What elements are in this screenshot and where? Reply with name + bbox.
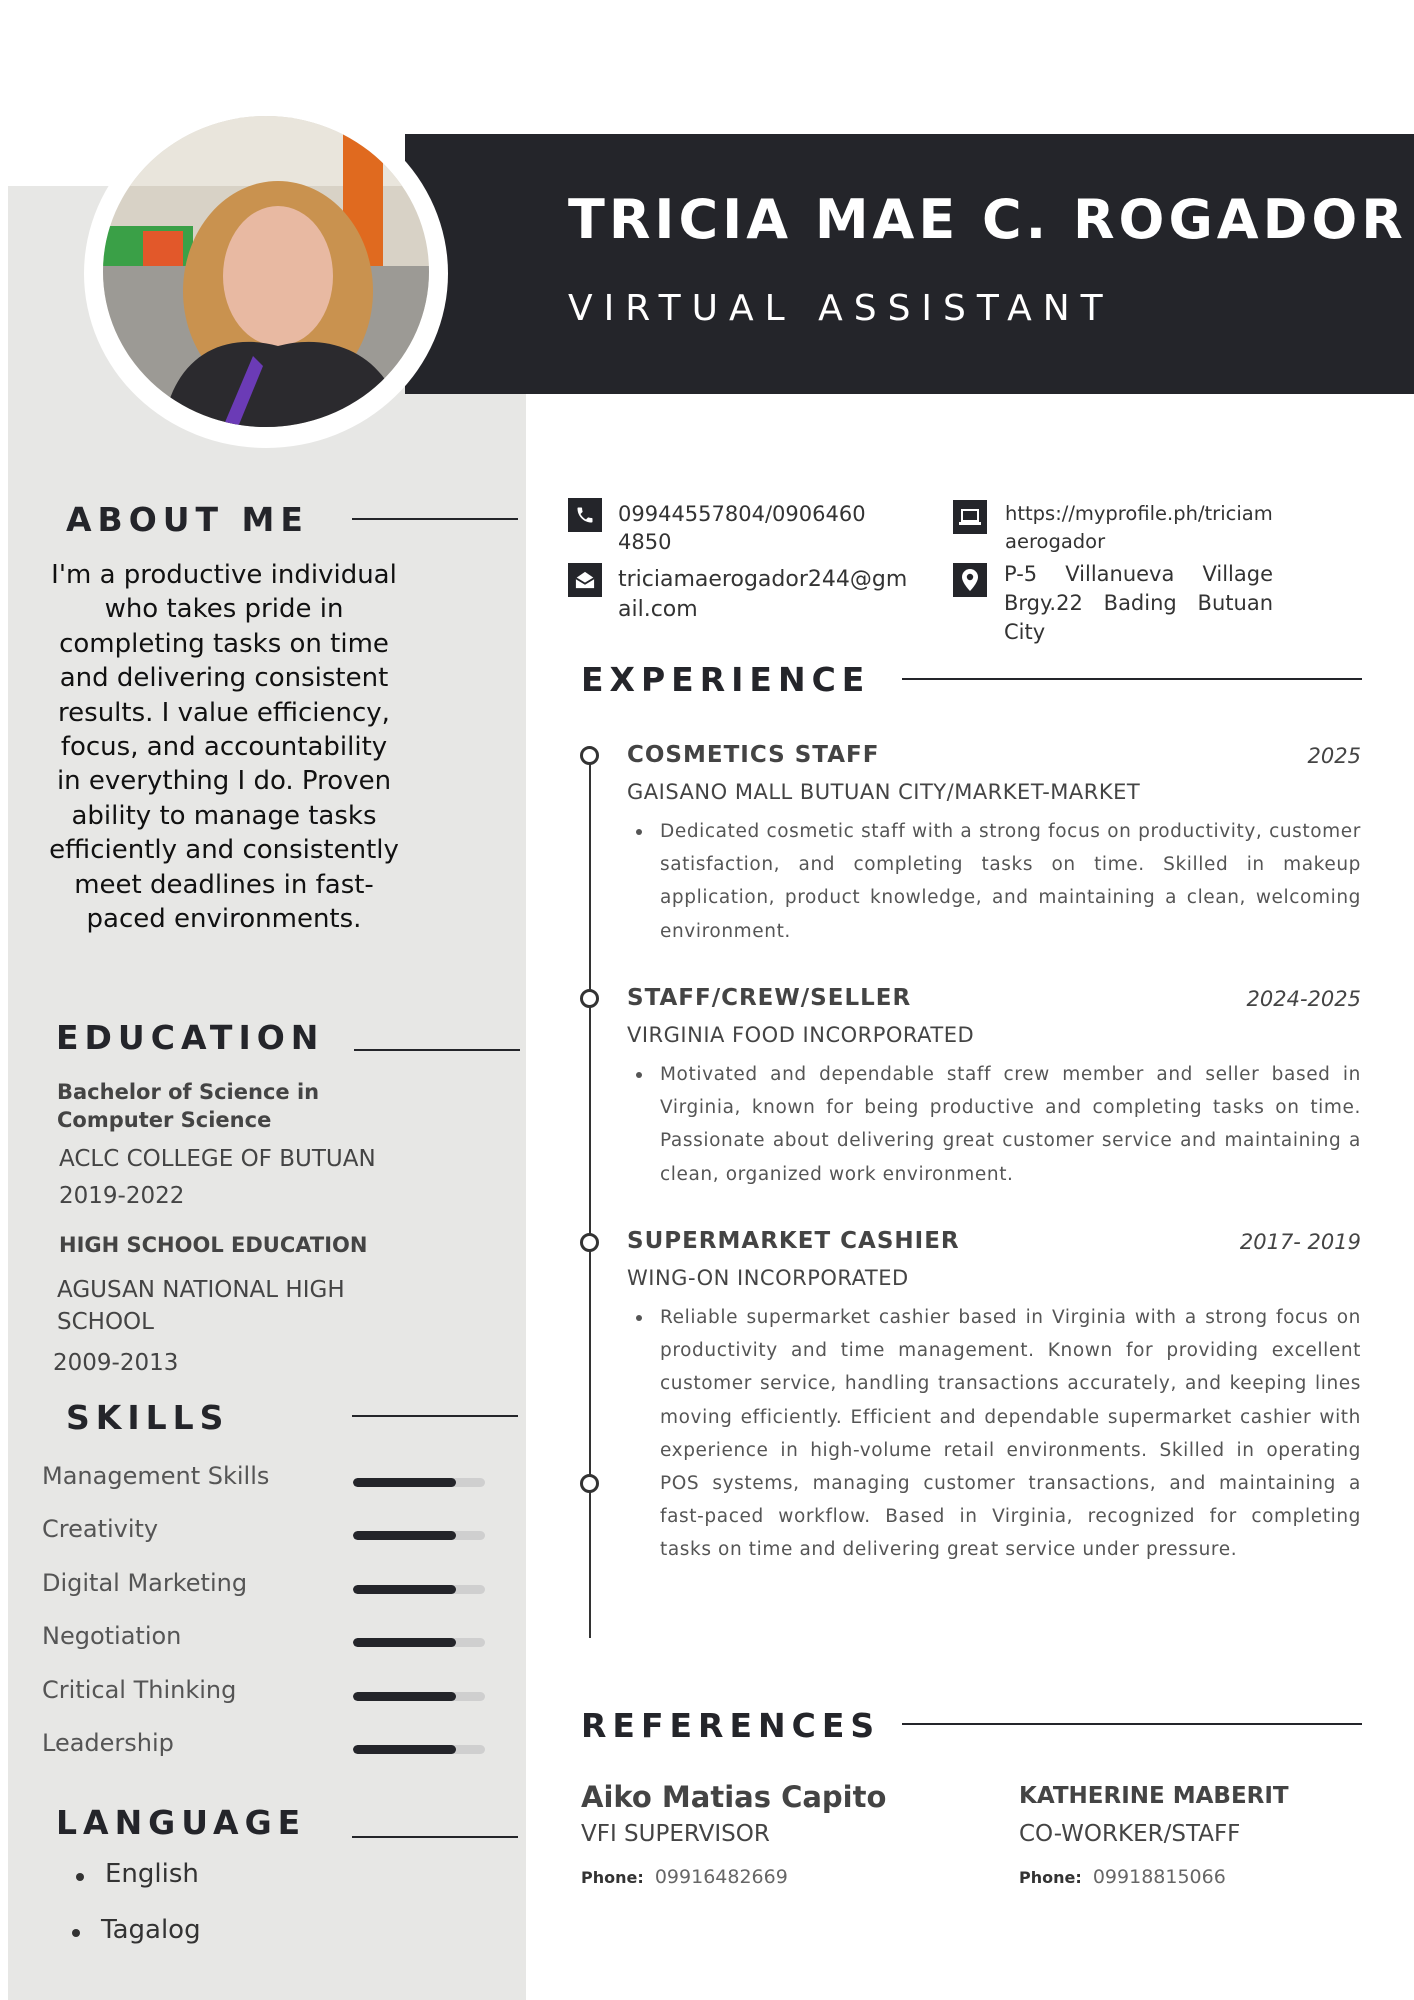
- education-school: ACLC COLLEGE OF BUTUAN: [59, 1146, 376, 1172]
- skills-divider: [352, 1415, 518, 1417]
- candidate-name: TRICIA MAE C. ROGADOR: [568, 188, 1407, 251]
- reference-name: Aiko Matias Capito: [581, 1780, 887, 1814]
- job-description: Reliable supermarket cashier based in Virginia with a strong focus on productivity and time management. Known for providing excellent customer service, handling transactions accurately, and keeping lines moving efficiently. Efficient and dependable supermarket cashier with experience in high-volume retail environments. Skilled in operating POS systems, managing customer transactions, and maintaining a fast-paced workflow. Based in Virginia, recognized for completing tasks on time and delivering great service under pressure.: [660, 1307, 1361, 1561]
- phone-label: Phone:: [1019, 1868, 1082, 1887]
- phone-text: 09944557804/09064604850: [618, 502, 866, 554]
- job-company: VIRGINIA FOOD INCORPORATED: [627, 1023, 975, 1047]
- phone-label: Phone:: [581, 1868, 644, 1887]
- location-icon: [953, 563, 987, 597]
- skill-level-fill: [353, 1478, 456, 1487]
- references-divider: [902, 1723, 1362, 1725]
- bullet: [636, 1072, 642, 1078]
- education-divider: [354, 1049, 520, 1051]
- bullet: [72, 1929, 80, 1937]
- skill-level-bar: [353, 1531, 485, 1540]
- job-title-banner: VIRTUAL ASSISTANT: [568, 288, 1114, 329]
- education-heading: EDUCATION: [56, 1018, 325, 1057]
- language-divider: [352, 1836, 518, 1838]
- skill-name: Creativity: [42, 1515, 159, 1543]
- education-degree: Bachelor of Science in Computer Science: [57, 1080, 320, 1132]
- skill-name: Negotiation: [42, 1622, 182, 1650]
- website-link[interactable]: https://myprofile.ph/triciamaerogador: [1005, 502, 1273, 553]
- phone-icon: [568, 498, 602, 532]
- language-heading: LANGUAGE: [56, 1803, 307, 1842]
- job-title: SUPERMARKET CASHIER: [627, 1228, 960, 1254]
- job-date: 2025: [1307, 744, 1361, 768]
- skill-name: Digital Marketing: [42, 1569, 248, 1597]
- job-description: Motivated and dependable staff crew member and seller based in Virginia, known for being productive and completing tasks on time. Passionate about delivering great customer service and maintaining a clean, organized work environment.: [660, 1064, 1361, 1185]
- job-date: 2024-2025: [1246, 987, 1361, 1011]
- reference-phone: [581, 1866, 788, 1888]
- phone-value: 09916482669: [654, 1866, 788, 1888]
- job-company: WING-ON INCORPORATED: [627, 1266, 909, 1290]
- skill-level-fill: [353, 1638, 456, 1647]
- about-divider: [352, 518, 518, 520]
- education-years: 2019-2022: [59, 1183, 185, 1209]
- timeline-node: [580, 989, 599, 1008]
- laptop-icon: [953, 500, 987, 534]
- language-item: English: [105, 1859, 199, 1889]
- job-company: GAISANO MALL BUTUAN CITY/MARKET-MARKET: [627, 780, 1141, 804]
- about-heading: ABOUT ME: [66, 500, 309, 539]
- skill-level-bar: [353, 1745, 485, 1754]
- skill-level-fill: [353, 1692, 456, 1701]
- email-text[interactable]: triciamaerogador244@gmail.com: [618, 567, 908, 622]
- bullet: [636, 1315, 642, 1321]
- skill-level-bar: [353, 1585, 485, 1594]
- bullet: [76, 1873, 84, 1881]
- job-title: STAFF/CREW/SELLER: [627, 985, 912, 1011]
- header-banner: [405, 134, 1414, 394]
- skill-level-bar: [353, 1638, 485, 1647]
- about-text: I'm a productive individual who takes pride in completing tasks on time and delivering consistent results. I value efficiency, focus, and accountability in everything I do. Proven ability to manage tasks efficiently and consistently meet deadlines in fast-paced environments.: [49, 560, 399, 935]
- bullet: [636, 829, 642, 835]
- education-school: AGUSAN NATIONAL HIGH SCHOOL: [57, 1277, 345, 1335]
- experience-divider: [902, 678, 1362, 680]
- skills-heading: SKILLS: [66, 1398, 230, 1437]
- references-heading: REFERENCES: [581, 1706, 881, 1745]
- skill-name: Critical Thinking: [42, 1676, 237, 1704]
- email-icon: [568, 563, 602, 597]
- reference-role: CO-WORKER/STAFF: [1019, 1821, 1241, 1847]
- skill-level-bar: [353, 1478, 485, 1487]
- education-years: 2009-2013: [53, 1350, 179, 1376]
- job-date: 2017- 2019: [1239, 1230, 1361, 1254]
- education-degree: HIGH SCHOOL EDUCATION: [59, 1233, 368, 1257]
- address-text: P-5 Villanueva Village Brgy.22 Bading Butuan City: [1004, 562, 1273, 644]
- language-item: Tagalog: [101, 1915, 201, 1945]
- skill-level-fill: [353, 1531, 456, 1540]
- skill-level-bar: [353, 1692, 485, 1701]
- timeline-node: [580, 1233, 599, 1252]
- experience-heading: EXPERIENCE: [581, 660, 871, 699]
- skill-name: Management Skills: [42, 1462, 270, 1490]
- profile-photo: [103, 116, 429, 427]
- reference-role: VFI SUPERVISOR: [581, 1821, 770, 1847]
- skill-level-fill: [353, 1745, 456, 1754]
- timeline-node: [580, 746, 599, 765]
- job-description: Dedicated cosmetic staff with a strong focus on productivity, customer satisfaction, and completing tasks on time. Skilled in makeup application, product knowledge, and maintaining a clean, welcoming environment.: [660, 821, 1361, 942]
- phone-value: 09918815066: [1092, 1866, 1226, 1888]
- reference-name: KATHERINE MABERIT: [1019, 1783, 1289, 1809]
- timeline-line: [589, 755, 591, 1638]
- job-title: COSMETICS STAFF: [627, 742, 880, 768]
- timeline-node: [580, 1474, 599, 1493]
- skill-level-fill: [353, 1585, 456, 1594]
- reference-phone: [1019, 1866, 1226, 1888]
- skill-name: Leadership: [42, 1729, 174, 1757]
